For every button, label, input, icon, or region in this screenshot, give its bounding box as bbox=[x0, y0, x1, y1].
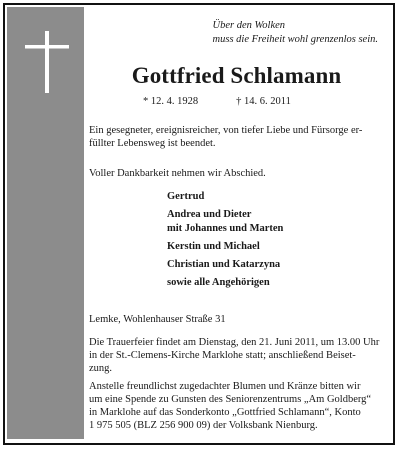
tribute-line: Ein gesegneter, ereignisreicher, von tiefer Liebe und Fürsorge er- bbox=[89, 125, 363, 136]
farewell-text bbox=[89, 167, 385, 180]
motto-line: muss die Freiheit wohl grenzenlos sein. bbox=[212, 33, 378, 45]
funeral-text bbox=[89, 336, 385, 375]
birth-date: * 12. 4. 1928 bbox=[143, 96, 199, 107]
donation-line: um eine Spende zu Gunsten des Seniorenzentrums „Am Goldberg“ bbox=[89, 394, 372, 405]
mourners-list bbox=[167, 190, 283, 290]
donation-line: in Marklohe auf das Sonderkonto „Gottfried Schlamann“, Konto bbox=[89, 407, 361, 418]
death-date: † 14. 6. 2011 bbox=[236, 96, 291, 107]
mourner-name: Andrea und Dieter bbox=[167, 209, 252, 220]
tribute-line: füllter Lebensweg ist beendet. bbox=[89, 138, 216, 149]
donation-text bbox=[89, 380, 385, 432]
mourner-name: sowie alle Angehörigen bbox=[167, 277, 270, 288]
funeral-line: zung. bbox=[89, 363, 113, 374]
mourner-name: Kerstin und Michael bbox=[167, 241, 260, 252]
address-text bbox=[89, 313, 385, 326]
funeral-line: in der St.-Clemens-Kirche Marklohe statt; anschließend Beiset- bbox=[89, 350, 356, 361]
mourner-name: Christian und Katarzyna bbox=[167, 259, 281, 270]
funeral-line: Die Trauerfeier findet am Dienstag, den 21. Juni 2011, um 13.00 Uhr bbox=[89, 337, 380, 348]
obituary-content bbox=[85, 7, 388, 439]
motto-quote bbox=[213, 19, 378, 46]
tribute-text bbox=[89, 124, 385, 150]
side-strip bbox=[7, 7, 84, 439]
mourner-name: mit Johannes und Marten bbox=[167, 223, 284, 234]
life-dates bbox=[143, 96, 291, 107]
donation-line: 1 975 505 (BLZ 256 900 09) der Volksbank Nienburg. bbox=[89, 420, 318, 431]
address-line: Lemke, Wohlenhauser Straße 31 bbox=[89, 314, 226, 325]
mourner-name: Gertrud bbox=[167, 191, 205, 202]
deceased-name: Gottfried Schlamann bbox=[131, 63, 342, 88]
farewell-line: Voller Dankbarkeit nehmen wir Abschied. bbox=[89, 168, 266, 179]
cross-icon bbox=[25, 31, 69, 93]
motto-line: Über den Wolken bbox=[212, 20, 286, 31]
donation-line: Anstelle freundlichst zugedachter Blumen und Kränze bitten wir bbox=[89, 381, 361, 392]
